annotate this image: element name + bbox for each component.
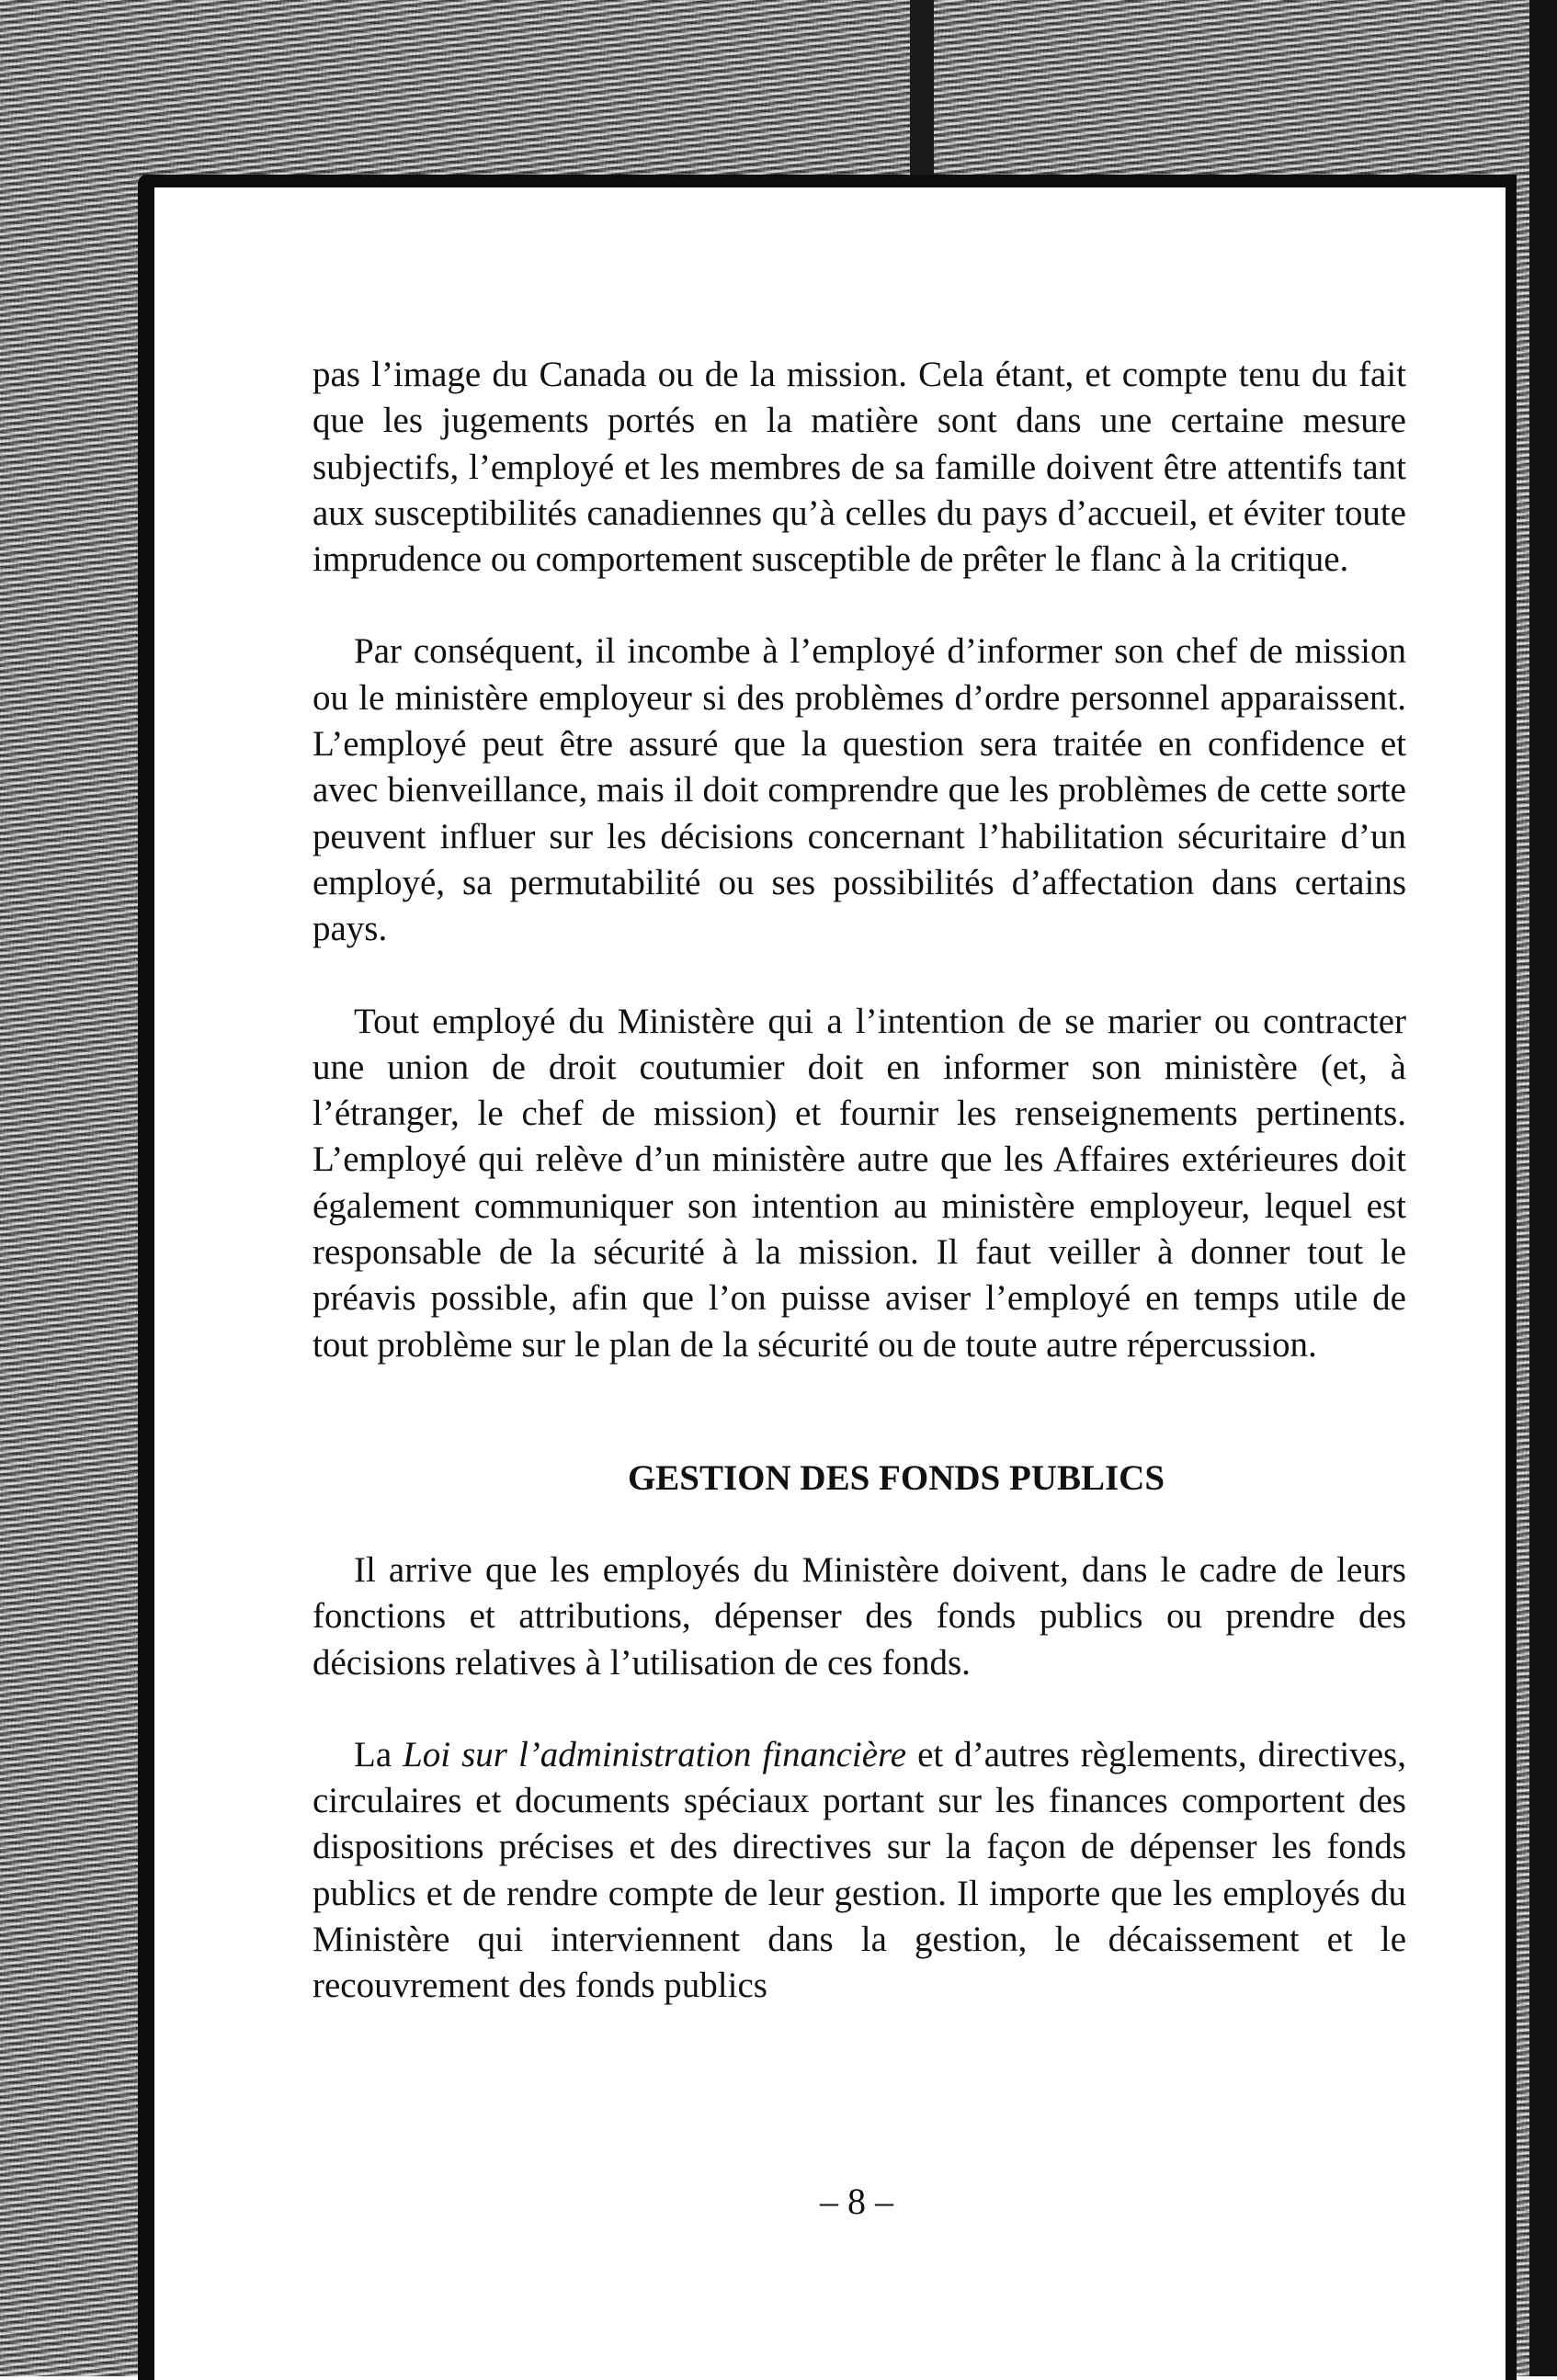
paragraph-5-rest: et d’autres règlements, directives, circulaires et documents spéciaux portant sur les finances comportent des dispositions précises et des directives sur la façon de dépenser les fonds publics et de rendre compte de leur gestion. Il importe que les employés du Ministère qui interviennent dans la gestion, le décaissement et le recouvrement des fonds publics xyxy=(313,1734,1406,2006)
paragraph-spacer xyxy=(313,1686,1406,1732)
paragraph-spacer xyxy=(313,583,1406,629)
section-heading: GESTION DES FONDS PUBLICS xyxy=(627,1457,1165,1498)
page-right-edge xyxy=(1529,0,1557,2376)
law-title: Loi sur l’administration financière xyxy=(403,1734,907,1774)
page-number: – 8 – xyxy=(820,2181,893,2222)
paragraph-5-lead: La xyxy=(354,1734,403,1774)
binder-strip xyxy=(910,0,934,179)
paragraph-3: Tout employé du Ministère qui a l’intention de se marier ou contracter une union de droit coutumier doit en informer son ministère (et, à l’étranger, le chef de mission) et fournir les renseignements pertinents. L’employé qui relève d’un ministère autre que les Affaires extérieures doit également communiquer son intention au ministère employeur, lequel est responsable de la sécurité à la mission. Il faut veiller à donner tout le préavis possible, afin que l’on puisse aviser l’employé en temps utile de tout problème sur le plan de la sécurité ou de toute autre répercussion. xyxy=(313,1001,1406,1365)
paragraph-1: pas l’image du Canada ou de la mission. Cela étant, et compte tenu du fait que les jugements portés en la matière sont dans une certaine mesure subjectifs, l’employé et les membres de sa famille doivent être attentifs tant aux susceptibilités canadiennes qu’à celles du pays d’accueil, et éviter toute imprudence ou comportement susceptible de prêter le flanc à la critique. xyxy=(313,355,1406,580)
paragraph-5 xyxy=(313,1732,1406,2010)
paragraph-2: Par conséquent, il incombe à l’employé d’informer son chef de mission ou le ministère employeur si des problèmes d’ordre personnel apparaissent. L’employé peut être assuré que la question sera traitée en confidence et avec bienveillance, mais il doit comprendre que les problèmes de cette sorte peuvent influer sur les décisions concernant l’habilitation sécuritaire d’un employé, sa permutabilité ou ses possibilités d’affectation dans certains pays. xyxy=(313,631,1406,949)
paragraph-spacer xyxy=(313,1502,1406,1547)
section-spacer xyxy=(313,1368,1406,1456)
document-body xyxy=(313,352,1406,2010)
paragraph-spacer xyxy=(313,953,1406,999)
paragraph-4: Il arrive que les employés du Ministère doivent, dans le cadre de leurs fonctions et attributions, dépenser des fonds publics ou prendre des décisions relatives à l’utilisation de ces fonds. xyxy=(313,1549,1406,1683)
